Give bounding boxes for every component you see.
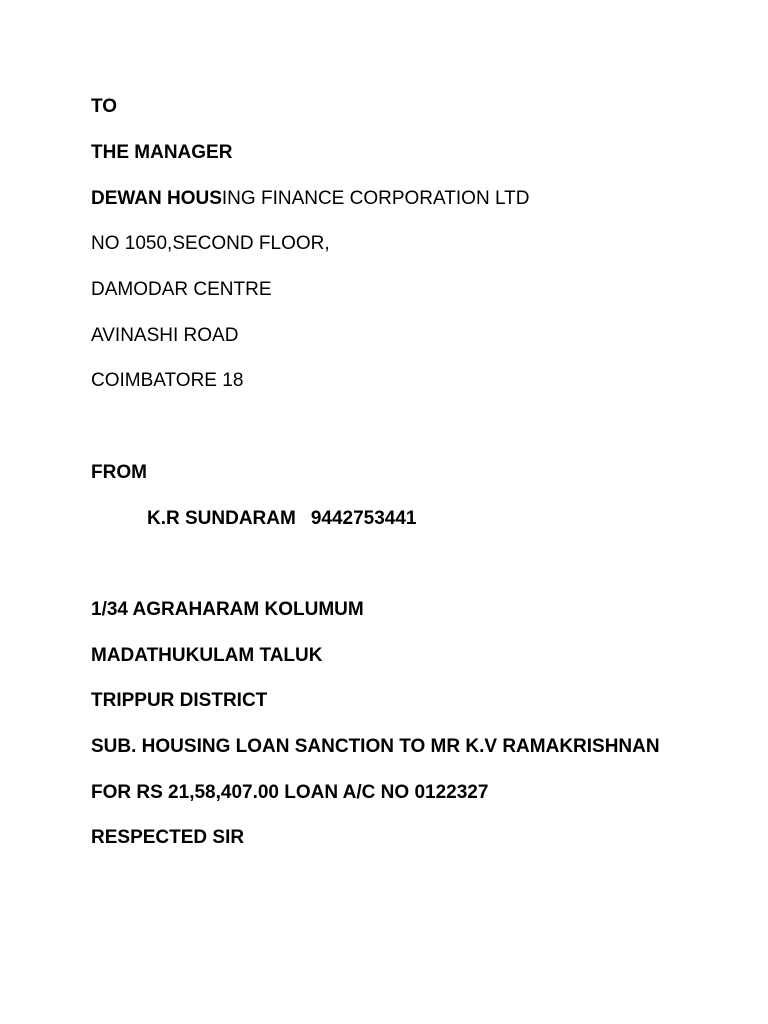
subject-line1: SUB. HOUSING LOAN SANCTION TO MR K.V RAMAKRISHNAN — [91, 736, 660, 757]
recipient-address-line4: COIMBATORE 18 — [91, 370, 244, 391]
sender-address-line2: MADATHUKULAM TALUK — [91, 645, 323, 666]
sender-address-line1: 1/34 AGRAHARAM KOLUMUM — [91, 599, 364, 620]
sender-name: K.R SUNDARAM — [147, 508, 296, 529]
to-label: TO — [91, 96, 118, 117]
sender-name-phone — [147, 507, 417, 531]
recipient-company — [91, 187, 529, 211]
recipient-address-line2: DAMODAR CENTRE — [91, 279, 272, 300]
sender-phone: 9442753441 — [310, 508, 417, 529]
recipient-address-line1: NO 1050,SECOND FLOOR, — [91, 233, 330, 254]
from-label: FROM — [91, 462, 147, 483]
recipient-company-rest: ING FINANCE CORPORATION LTD — [221, 188, 530, 209]
sender-address-line3: TRIPPUR DISTRICT — [91, 690, 268, 711]
recipient-title: THE MANAGER — [91, 142, 233, 163]
recipient-company-bold: DEWAN HOUS — [91, 188, 222, 209]
subject-line2: FOR RS 21,58,407.00 LOAN A/C NO 0122327 — [91, 782, 489, 803]
recipient-address-line3: AVINASHI ROAD — [91, 325, 239, 346]
salutation: RESPECTED SIR — [91, 827, 245, 848]
